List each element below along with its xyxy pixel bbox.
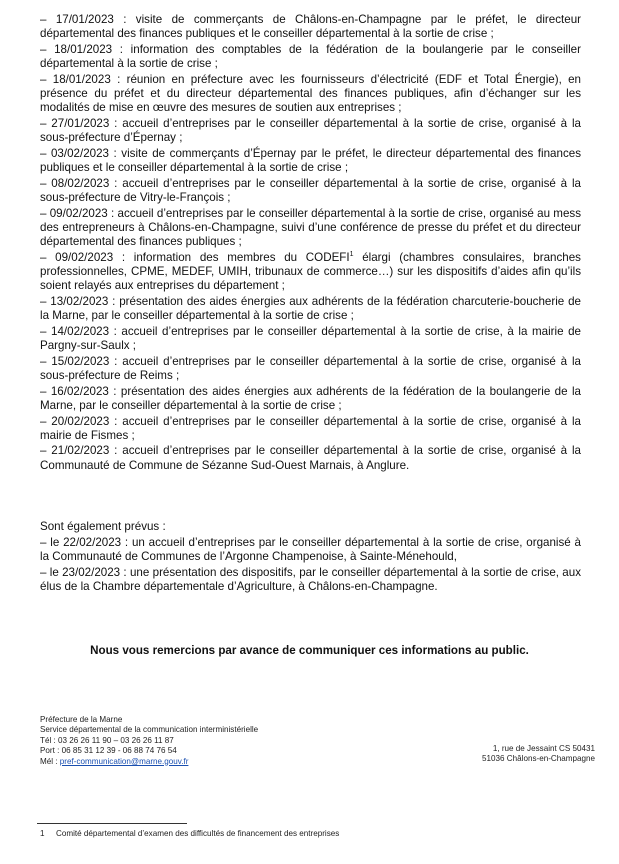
list-item: – 03/02/2023 : visite de commerçants d’Épernay par le préfet, le directeur départemental des finances publiques et le conseiller départemental à la sortie de crise ; xyxy=(40,146,581,175)
list-item-text: élargi (chambres consulaires, branches professionnelles, CPME, MEDEF, UMIH, tribunaux de commerce…) sur les dispositifs d’aides afin qu’ils soient relayés aux entreprises du département ; xyxy=(40,250,581,293)
contact-service: Service départemental de la communication interministérielle xyxy=(40,725,259,735)
list-item: – 27/01/2023 : accueil d’entreprises par le conseiller départemental à la sortie de crise, organisé à la sous-préfecture d’Épernay ; xyxy=(40,116,581,145)
list-item: – 18/01/2023 : information des comptables de la fédération de la boulangerie par le conseiller départemental à la sortie de crise ; xyxy=(40,42,581,71)
contact-email-link[interactable]: pref-communication@marne.gouv.fr xyxy=(59,756,189,766)
contact-phone: Tél : 03 26 26 11 90 – 03 26 26 11 87 xyxy=(40,735,174,745)
footnote-text: Comité départemental d’examen des difficultés de financement des entreprises xyxy=(56,829,340,838)
list-item: – le 23/02/2023 : une présentation des dispositifs, par le conseiller départemental à la sortie de crise, aux élus de la Chambre départementale d’Agriculture, à Châlons-en-Champagne. xyxy=(40,565,581,593)
address-line: 51036 Châlons-en-Champagne xyxy=(482,754,595,764)
list-item: – 20/02/2023 : accueil d’entreprises par le conseiller départemental à la sortie de crise, organisé à la mairie de Fismes ; xyxy=(40,414,581,442)
list-item: – 13/02/2023 : présentation des aides énergies aux adhérents de la fédération charcuterie-boucherie de la Marne, par le conseiller départemental à la sortie de crise ; xyxy=(40,295,581,323)
address-block xyxy=(482,744,595,765)
planned-heading: Sont également prévus : xyxy=(40,520,166,533)
contact-email-label: Mél : xyxy=(40,756,60,766)
list-item: – 15/02/2023 : accueil d’entreprises par le conseiller départemental à la sortie de crise, organisé à la sous-préfecture de Reims ; xyxy=(40,354,581,383)
list-item: – 21/02/2023 : accueil d’entreprises par le conseiller départemental à la sortie de crise, organisé à la Communauté de Commune de Sézanne Sud-Ouest Marnais, à Anglure. xyxy=(40,444,581,472)
footnote-number: 1 xyxy=(40,829,45,838)
footnote-ref[interactable]: 1 xyxy=(349,250,354,258)
list-item: – le 22/02/2023 : un accueil d’entreprises par le conseiller départemental à la sortie de crise, organisé à la Communauté de Communes de l’Argonne Champenoise, à Sainte-Ménehould, xyxy=(40,535,581,564)
list-item: – 09/02/2023 : accueil d’entreprises par le conseiller départemental à la sortie de crise, organisé au mess des entrepreneurs à Châlons-en-Champagne, suivi d’une conférence de presse du préfet et du directeur départemental des finances publiques ; xyxy=(40,206,581,249)
list-item: – 16/02/2023 : présentation des aides énergies aux adhérents de la fédération de la boulangerie de la Marne, par le conseiller départemental à la sortie de crise ; xyxy=(40,384,581,412)
list-item: – 18/01/2023 : réunion en préfecture avec les fournisseurs d’électricité (EDF et Total Énergie), en présence du préfet et du directeur départemental des finances publiques, afin d’échanger sur les modalités de mise en œuvre des mesures de soutien aux entreprises ; xyxy=(40,72,581,115)
footnote xyxy=(40,829,339,839)
list-item: – 14/02/2023 : accueil d’entreprises par le conseiller départemental à la sortie de crise, à la mairie de Pargny-sur-Saulx ; xyxy=(40,324,581,353)
contact-email-row xyxy=(40,757,258,767)
address-line: 1, rue de Jessaint CS 50431 xyxy=(492,744,595,753)
contact-mobile: Port : 06 85 31 12 39 - 06 88 74 76 54 xyxy=(40,746,177,756)
list-item-text: – 09/02/2023 : information des membres du CODEFI xyxy=(40,250,350,264)
event-list xyxy=(40,13,581,474)
footnote-divider xyxy=(37,823,187,824)
list-item: – 08/02/2023 : accueil d’entreprises par le conseiller départemental à la sortie de crise, organisé à la sous-préfecture de Vitry-le-François ; xyxy=(40,176,581,205)
list-item: – 17/01/2023 : visite de commerçants de Châlons-en-Champagne par le préfet, le directeur départemental des finances publiques et le conseiller départemental à la sortie de crise ; xyxy=(40,13,581,41)
contact-org: Préfecture de la Marne xyxy=(40,715,123,724)
list-item xyxy=(40,251,581,294)
contact-block xyxy=(40,715,258,767)
closing-statement: Nous vous remercions par avance de communiquer ces informations au public. xyxy=(90,644,529,657)
planned-events xyxy=(40,520,581,596)
